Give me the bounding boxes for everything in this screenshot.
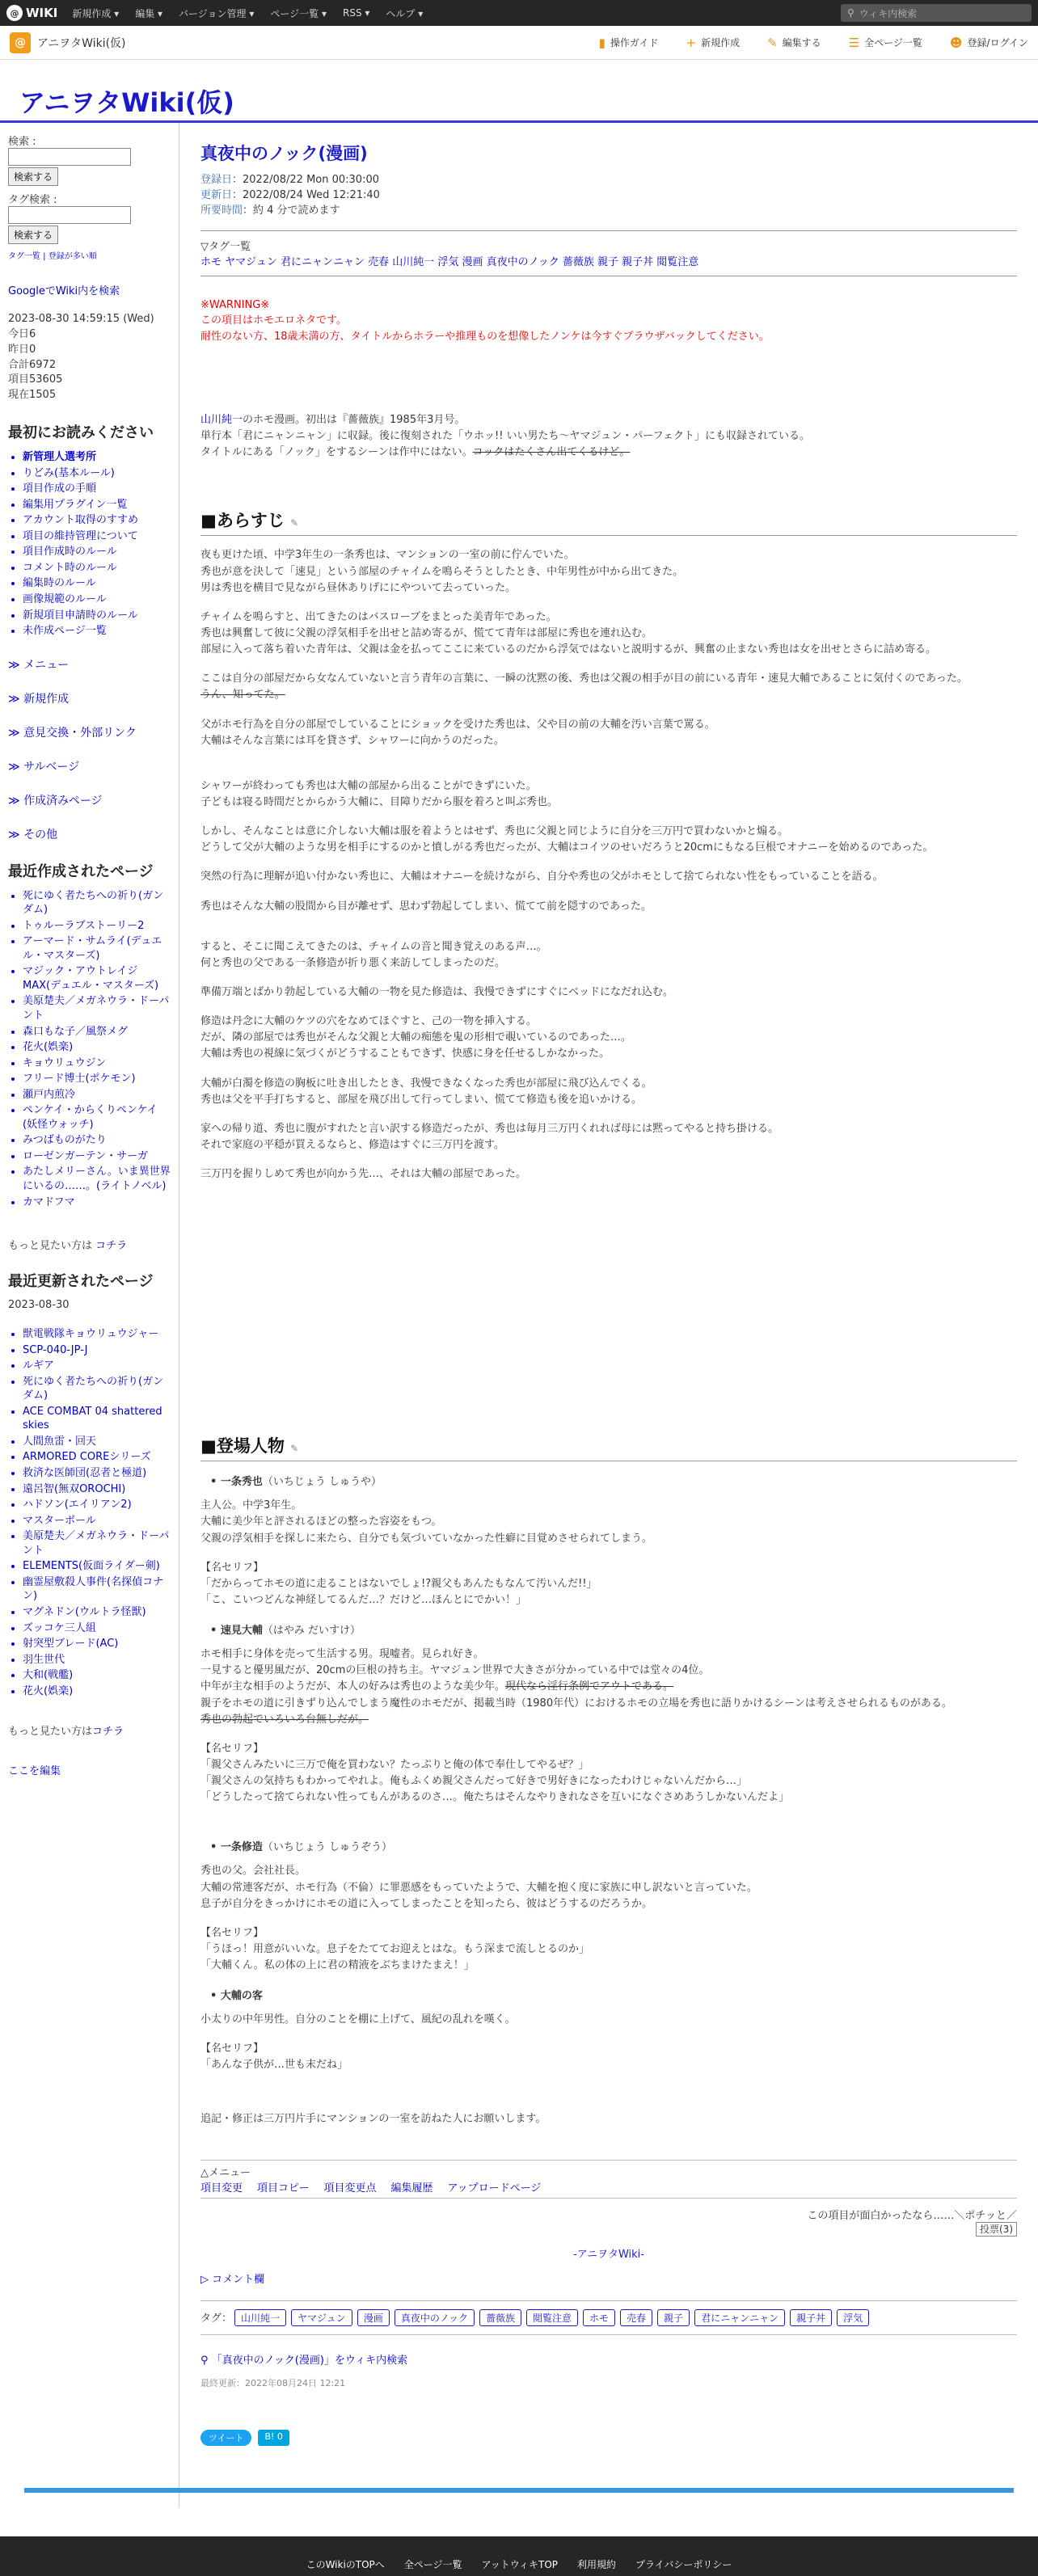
first-read-item[interactable]: • 画像規範のルール	[23, 592, 171, 607]
recent-updated-item[interactable]: • ルギア	[23, 1359, 171, 1373]
recent-created-item[interactable]: • マジック・アウトレイジMAX(デュエル・マスターズ)	[23, 964, 171, 993]
synopsis-line: 修造は丹念に大輔のケツの穴をなめてほぐすと、己の一物を挿入する。	[200, 1015, 537, 1028]
plus-icon: +	[686, 35, 697, 50]
vote-button[interactable]: 投票(3)	[976, 2222, 1017, 2237]
search-icon: ⚲	[847, 7, 854, 19]
first-read-item[interactable]: • 編集用プラグイン一覧	[23, 498, 171, 512]
tag-chip[interactable]: ホモ	[583, 2309, 615, 2326]
registered-value: ：2022/08/22 Mon 00:30:00	[232, 174, 380, 186]
synopsis-line: 秀也が意を決して「速見」という部屋のチャイムを鳴らそうとしたとき、中年男性が中から出てきた。	[200, 565, 684, 578]
quote-heading: 【名セリフ】	[200, 2043, 264, 2055]
footer-divider	[24, 2488, 1014, 2493]
page-title: 真夜中のノック(漫画)	[200, 144, 368, 163]
site-icon: @	[10, 32, 31, 53]
more-label: もっと見たい方は	[8, 1240, 93, 1253]
synopsis-line: チャイムを鳴らすと、出てきたのはバスローブをまとった美青年であった。	[200, 610, 557, 623]
first-read-list	[8, 450, 171, 639]
recent-created-item[interactable]: • 死にゆく者たちへの祈り(ガンダム)	[23, 889, 171, 917]
updated-date: 2023-08-30	[8, 1299, 70, 1312]
all-pages-button[interactable]: ☰ 全ページ一覧	[848, 35, 922, 50]
side-nav-link[interactable]: ≫ 意見交換・外部リンク	[8, 724, 171, 740]
synopsis-line: 秀也は父を平手打ちすると、部屋を飛び出して行ってしまい、慌てて修造も後を追いかける。	[200, 1093, 643, 1106]
recent-created-item[interactable]: • みつばものがたり	[23, 1133, 171, 1148]
recent-updated-list	[8, 1327, 171, 1698]
sidebar	[0, 123, 179, 2507]
tag-chip[interactable]: 閲覧注意	[526, 2309, 578, 2326]
comment-link[interactable]: ▷ コメント欄	[200, 2273, 265, 2286]
recent-created-list	[8, 889, 171, 1209]
recent-created-item[interactable]: • アーマード・サムライ(デュエル・マスターズ)	[23, 934, 171, 963]
recent-updated-item[interactable]: • 大和(戦艦)	[23, 1668, 171, 1683]
tag-chip[interactable]: 真夜中のノック	[395, 2309, 475, 2326]
synopsis-line: 秀也はそんな大輔の股間から目が離せず、思わず勃起してしまい、慌てて前を隠すのであった。	[200, 900, 652, 913]
recent-updated-item[interactable]: • 美原楚夫／メガネウラ・ドーパント	[23, 1529, 171, 1558]
edit-button[interactable]: ✎ 編集する	[767, 35, 821, 50]
quote-heading: 【名セリフ】	[200, 1926, 264, 1939]
recent-updated-item[interactable]: • 救済な医師団(忍者と極道)	[23, 1466, 171, 1481]
closing-text: 追記・修正は三万円片手にマンションの一室を訪ねた人にお願いします。	[200, 2112, 546, 2125]
wiki-title[interactable]: アニヲタWiki(仮)	[19, 87, 234, 118]
reading-label: 所要時間	[200, 204, 243, 217]
tag-search-button[interactable]: 検索する	[8, 226, 58, 244]
quote: 「大輔くん。私の体の上に君の精液をぶちまけたまえ！」	[200, 1959, 475, 1972]
wiki-search-input[interactable]: ⚲ ウィキ内検索	[841, 4, 1032, 22]
recent-created-item[interactable]: • カマドフマ	[23, 1195, 171, 1210]
recent-created-item[interactable]: • キョウリュウジン	[23, 1056, 171, 1071]
menu-help[interactable]: ヘルプ ▾	[386, 7, 424, 19]
character-name: 一条修造	[220, 1841, 263, 1854]
tag-list-link[interactable]: タグ一覧 | 登録が多い順	[8, 252, 97, 261]
quote: 「うほっ！用意がいいな。息子をたててお迎えとはな。もう深まで流しとるのか」	[200, 1942, 590, 1955]
quote: 「だからってホモの道に走ることはないでしょ!?親父もあんたもなんて汚いんだ!!」	[200, 1577, 597, 1590]
registered-label: 登録日	[200, 174, 233, 186]
footer-all-pages[interactable]: 全ページ一覧	[403, 2559, 462, 2570]
synopsis-line: どうして父が大輔のような男を相手にするのかと憤しがる秀也だったが、大輔はコイツのせいだろうと20cmにもなる巨根でオナニーを始めるのであった。	[200, 841, 934, 854]
side-search-input[interactable]	[8, 148, 131, 166]
quote-heading: 【名セリフ】	[200, 1742, 264, 1755]
quote: 「親父さんみたいに三万で俺を買わない？たっぷりと俺の体で奉仕してやるぜ？」	[200, 1758, 589, 1771]
synopsis-line: だが、隣の部屋では秀也がそんな父親と大輔の痴態を鬼の形相で覗いているのであった…。	[200, 1031, 631, 1044]
synopsis-line: 男は秀也を横目で見ながら昼休ありげににやついて去っていった。	[200, 581, 517, 594]
wiki-search-link[interactable]: 「真夜中のノック(漫画)」をウィキ内検索	[211, 2354, 408, 2367]
first-read-heading: 最初にお読みください	[8, 424, 154, 442]
character-strike: 秀也の勃起でいろいろ台無しだが。	[200, 1713, 369, 1726]
first-read-item[interactable]: • 未作成ページ一覧	[23, 624, 171, 639]
synopsis-line: 三万円を握りしめて秀也が向かう先…、それは大輔の部屋であった。	[200, 1168, 526, 1181]
tag-chip[interactable]: 浮気	[837, 2309, 869, 2326]
footer-privacy[interactable]: プライバシーポリシー	[635, 2559, 732, 2570]
quote: 「こ、こいつどんな神経してるんだ…？だけど…ほんとにでかい！」	[200, 1593, 527, 1606]
last-update: 最終更新：2022年08月24日 12:21	[200, 2377, 346, 2388]
synopsis-line: 家への帰り道、秀也に腹がすれたと言い訳する修造だったが、秀也は毎月三万円くれれば母には黙ってやると持ち掛ける。	[200, 1122, 779, 1135]
recent-created-heading: 最近作成されたページ	[8, 862, 154, 880]
menu-item-change[interactable]: 項目変更	[200, 2182, 243, 2194]
menu-item-copy[interactable]: 項目コピー	[257, 2182, 310, 2194]
tag-chip[interactable]: 山川純一	[234, 2309, 286, 2326]
menu-version[interactable]: バージョン管理 ▾	[179, 7, 255, 19]
global-topbar	[0, 0, 1038, 26]
recent-created-item[interactable]: • 瀬戸内煎冷	[23, 1088, 171, 1102]
recent-updated-heading: 最近更新されたページ	[8, 1273, 154, 1291]
character-text: 息子が自分をきっかけにホモの道に入ってしまったことを知ったら、彼はどうするのだろうか。	[200, 1897, 653, 1910]
author-link[interactable]: 山川純一	[200, 414, 243, 427]
side-nav-link[interactable]: ≫ メニュー	[8, 656, 171, 672]
tag-chip[interactable]: 君にニャンニャン	[694, 2309, 785, 2326]
recent-updated-item[interactable]: • ハドソン(エイリアン2)	[23, 1498, 171, 1512]
side-search-button[interactable]: 検索する	[8, 167, 58, 186]
updated-label: 更新日	[200, 188, 233, 201]
recent-updated-item[interactable]: • 花火(娯楽)	[23, 1684, 171, 1699]
footer-top[interactable]: このWikiのTOPへ	[306, 2559, 385, 2570]
recent-created-item[interactable]: • 美原楚夫／メガネウラ・ドーパント	[23, 994, 171, 1022]
synopsis-line: 大輔はそんな言葉には耳を貸さず、シャワーに向かうのだった。	[200, 734, 504, 747]
recent-created-item[interactable]: • あたしメリーさん。いま異世界にいるの……。(ライトノベル)	[23, 1165, 171, 1193]
recent-updated-item[interactable]: • 射突型ブレード(AC)	[23, 1637, 171, 1651]
recent-created-item[interactable]: • フリード博士(ポケモン)	[23, 1072, 171, 1086]
guide-icon: ▮	[598, 35, 606, 50]
menu-edit[interactable]: 編集 ▾	[135, 7, 163, 19]
characters-heading: ■登場人物	[200, 1436, 285, 1457]
tag-search-label: タグ検索 :	[8, 194, 57, 206]
first-read-item[interactable]: • 項目の維持管理について	[23, 529, 171, 544]
character-text: 父親の浮気相手を探しに来たら、自分でも気づいていなかった性癖に目覚めさせられてしまう。	[200, 1532, 653, 1545]
tag-chip[interactable]: 薔薇族	[479, 2309, 521, 2326]
warning-title: ※WARNING※	[200, 298, 270, 311]
menu-item-diff[interactable]: 項目変更点	[323, 2182, 377, 2194]
more-link[interactable]: コチラ	[95, 1240, 128, 1253]
page-menu	[200, 2160, 1017, 2199]
tag-heading: ▽タグ一覧	[200, 240, 251, 253]
search-icon: ⚲	[200, 2354, 209, 2367]
synopsis-line: 大輔は秀也の視線に気づくがどうすることもできず、快感に身を任せるしかなかった。	[200, 1048, 610, 1060]
stat-total: 合計6972	[8, 358, 57, 371]
first-read-item[interactable]: • アカウント取得のすすめ	[23, 513, 171, 528]
intro-text-2: 単行本「君にニャンニャン」に収録。後に復刻された「ウホッ!! いい男たち〜ヤマジュン・パーフェクト」にも収録されている。	[200, 430, 810, 443]
first-read-item[interactable]: • 新規項目申請時のルール	[23, 609, 171, 623]
character-text: 一見すると優男風だが、20cmの巨根の持ち主。ヤマジュン世界で大きさが分かっている中では堂々の4位。	[200, 1664, 710, 1677]
main-content	[179, 123, 1038, 2507]
recent-updated-item[interactable]: • 死にゆく者たちへの祈り(ガンダム)	[23, 1375, 171, 1403]
character-reading: （いちじょう しゅうぞう）	[262, 1841, 392, 1854]
character-strike: 現代なら淫行条例でアウトである。	[505, 1680, 674, 1693]
hatena-button[interactable]: B! 0	[258, 2430, 289, 2446]
tag-row-label: タグ：	[200, 2312, 233, 2325]
tag-chip[interactable]: ヤマジュン	[291, 2309, 352, 2326]
quote: 「どうしたって捨てられない性ってもんがあるのさ…。俺たちはそんなやりきれなさを互いになぐさめあうしかないんだよ」	[200, 1791, 790, 1804]
tag-search-input[interactable]	[8, 206, 131, 224]
edit-section-icon[interactable]: ✎	[290, 517, 299, 529]
more-link-2[interactable]: コチラ	[92, 1726, 124, 1739]
quote-heading: 【名セリフ】	[200, 1561, 264, 1574]
character-text: ホモ相手に身体を売って生活する男。現嘘者。見られ好き。	[200, 1648, 484, 1661]
list-icon: ☰	[848, 35, 860, 50]
tag-chip[interactable]: 売春	[620, 2309, 652, 2326]
stat-yesterday: 昨日0	[8, 343, 36, 356]
first-read-item[interactable]: • 項目作成時のルール	[23, 545, 171, 559]
synopsis-line: しかし、そんなことは意に介しない大輔は服を着ようとはせず、秀也に父親と同じように自分を三万円で買わないかと煽る。	[200, 825, 788, 838]
recent-updated-item[interactable]: • 幽霊屋敷殺人事件(名探偵コナン)	[23, 1575, 171, 1604]
menu-item-upload[interactable]: アップロードページ	[447, 2182, 542, 2194]
warning-box	[200, 297, 1017, 345]
quote: 「あんな子供が…世も末だね」	[200, 2059, 348, 2072]
menu-rss[interactable]: RSS ▾	[343, 7, 370, 19]
character-text: 秀也の父。会社社長。	[200, 1865, 306, 1878]
synopsis-line: 父がホモ行為を自分の部屋でしていることにショックを受けた秀也は、父や目の前の大輔を汚い言葉で罵る。	[200, 718, 715, 731]
character-text: 小太りの中年男性。自分のことを棚に上げて、風紀の乱れを嘆く。	[200, 2013, 516, 2026]
recent-created-item[interactable]: • 花火(娯楽)	[23, 1040, 171, 1055]
recent-updated-item[interactable]: • SCP-040-JP-J	[23, 1343, 171, 1358]
intro-text-1: のホモ漫画。初出は『薔薇族』1985年3月号。	[243, 414, 466, 427]
synopsis-line: ここは自分の部屋だから女なんていないと言う青年の言葉に、一瞬の沈黙の後、秀也は父親の相手が目の前にいる青年・速見大輔であることに気付くのであった。	[200, 672, 968, 685]
users-icon: ☻	[949, 35, 963, 50]
site-signature: -アニヲタWiki-	[573, 2248, 644, 2261]
reading-value: ：約 4 分で読めます	[243, 204, 340, 217]
recent-updated-item[interactable]: • 遠呂智(無双OROCHI)	[23, 1482, 171, 1497]
character-reading: （はやみ だいすけ）	[262, 1625, 361, 1638]
new-page-button[interactable]: + 新規作成	[686, 35, 741, 50]
recent-updated-item[interactable]: • 羽生世代	[23, 1653, 171, 1667]
recent-updated-item[interactable]: • ズッコケ三人組	[23, 1621, 171, 1636]
recent-updated-item[interactable]: • ELEMENTS(仮面ライダー剣)	[23, 1559, 171, 1574]
synopsis-line: 突然の行為に理解が追い付かない秀也に、大輔はオナニーを続けながら、自分や秀也の父がホモとして捨てられない性をもっていることを語る。	[200, 871, 884, 883]
synopsis-line: 秀也は興奮して彼に父親の浮気相手を出せと詰め寄るが、慌てて青年は部屋に秀也を連れ込む。	[200, 627, 653, 640]
synopsis-line: 大輔が白濁を修造の胸板に吐き出したとき、我慢できなくなった秀也が部屋に飛び込んでくる。	[200, 1077, 652, 1090]
first-read-item[interactable]: • 項目作成の手順	[23, 482, 171, 496]
tweet-button[interactable]: ツイート	[200, 2430, 251, 2446]
character-text: 親子をホモの道に引きずり込んでしまう魔性のホモだが、掲載当時（1980年代）におけるホモの立場を秀也に語りかけるシーンは考えさせられるものがある。	[200, 1697, 952, 1710]
tag-chip[interactable]: 親子	[657, 2309, 690, 2326]
character-text: 中年が主な相手のようだが、本人の好みは秀也のような美少年。	[200, 1680, 506, 1693]
page-meta	[200, 173, 1017, 219]
pencil-icon: ✎	[767, 35, 778, 50]
footer-atwiki-top[interactable]: アットウィキTOP	[481, 2559, 559, 2570]
site-name[interactable]: @ アニヲタWiki(仮)	[10, 32, 126, 53]
login-button[interactable]: ☻ 登録/ログイン	[949, 35, 1028, 50]
first-read-item[interactable]: • コメント時のルール	[23, 561, 171, 575]
character-text: 主人公。中学3年生。	[200, 1499, 302, 1512]
first-read-item[interactable]: • 新管理人選考所	[23, 450, 171, 465]
synopsis-line: 準備万端とばかり勃起している大輔の一物を見た修造は、我慢できずにすぐにベッドになだれ込む。	[200, 985, 674, 998]
tag-line[interactable]: ホモ ヤマジュン 君にニャンニャン 売春 山川純一 浮気 漫画 真夜中のノック 薔薇族 親子 親子丼 閲覧注意	[200, 256, 699, 269]
stats	[8, 312, 171, 403]
stat-items: 項目53605	[8, 373, 63, 386]
synopsis-heading: ■あらすじ	[200, 511, 285, 531]
recent-updated-item[interactable]: • 人間魚雷・回天	[23, 1435, 171, 1449]
site-footer	[0, 2536, 1038, 2576]
recent-created-item[interactable]: • 森口もな子／風祭メグ	[23, 1025, 171, 1039]
warning-line-1: この項目はホモエロネタです。	[200, 314, 347, 327]
logo-icon: @	[6, 5, 23, 21]
side-nav-link[interactable]: ≫ その他	[8, 826, 171, 842]
synopsis-strike: うん、知ってた。	[200, 689, 285, 702]
character-text: 大輔の常連客だが、ホモ行為（不倫）に罪悪感をもっていたようで、大輔を抱く度に家族に申し訳ないと言っていた。	[200, 1881, 757, 1894]
stat-today: 今日6	[8, 327, 36, 340]
first-read-item[interactable]: • りどみ(基本ルール)	[23, 466, 171, 481]
recent-created-item[interactable]: • ローゼンガーテン・サーガ	[23, 1149, 171, 1164]
character-reading: （いちじょう しゅうや）	[262, 1476, 382, 1489]
recent-updated-item[interactable]: • マグネドン(ウルトラ怪獣)	[23, 1605, 171, 1620]
menu-label: △メニュー	[200, 2166, 251, 2179]
stat-now: 現在1505	[8, 389, 57, 402]
quote: 「親父さんの気持ちもわかってやれよ。俺もふくめ親父さんだって好きで男好きになったわけじゃないんだから…」	[200, 1775, 748, 1788]
recent-updated-item[interactable]: • マスターボール	[23, 1514, 171, 1528]
edit-section-icon[interactable]: ✎	[290, 1443, 299, 1455]
google-search-link[interactable]: GoogleでWiki内を検索	[8, 285, 120, 297]
recent-created-item[interactable]: • トゥルーラブストーリー2	[23, 919, 171, 934]
intro-strike: コックはたくさん出てくるけど。	[472, 446, 631, 459]
tag-chip[interactable]: 親子丼	[790, 2309, 832, 2326]
recent-created-item[interactable]: • ペンケイ・からくりペンケイ(妖怪ウォッチ)	[23, 1103, 171, 1132]
pochitto-label: この項目が面白かったなら……＼ポチッと／	[807, 2209, 1017, 2222]
recent-updated-item[interactable]: • ARMORED COREシリーズ	[23, 1450, 171, 1465]
warning-line-2: 耐性のない方、18歳未満の方、タイトルからホラーや推理ものを想像したノンケは今すぐブラウザバックしてください。	[200, 330, 770, 343]
tag-chip[interactable]: 漫画	[357, 2309, 390, 2326]
recent-updated-item[interactable]: • ACE COMBAT 04 shattered skies	[23, 1405, 171, 1433]
updated-value: ：2022/08/24 Wed 12:21:40	[232, 188, 380, 201]
footer-terms[interactable]: 利用規約	[577, 2559, 617, 2570]
stat-date: 2023-08-30 14:59:15 (Wed)	[8, 313, 154, 325]
character-name: 速見大輔	[220, 1625, 263, 1638]
menu-new[interactable]: 新規作成 ▾	[72, 7, 120, 19]
side-nav-link[interactable]: ≫ 作成済みページ	[8, 792, 171, 808]
synopsis-line: 部屋に入って落ち着いた青年は、父親は金を払ってここに来ているのだから浮気ではないと説明するが、興奮の止まない秀也は女を出せとさらに詰め寄る。	[200, 643, 937, 656]
synopsis-line: シャワーが終わっても秀也は大輔の部屋から出ることができずにいた。	[200, 779, 537, 792]
side-nav-link[interactable]: ≫ サルベージ	[8, 758, 171, 774]
synopsis-line: 何と秀也の父である一条修造が折り悪く来訪してしまったのだ。	[200, 956, 506, 969]
synopsis-line: それで家庭の平穏が買えるならと、修造はすぐに三万円を渡す。	[200, 1138, 504, 1151]
wiki-banner	[0, 60, 1038, 123]
site-bar	[0, 26, 1038, 60]
menu-pages[interactable]: ページ一覧 ▾	[270, 7, 327, 19]
character-name: 大輔の客	[220, 1990, 263, 2003]
intro-text-3: タイトルにある「ノック」をするシーンは作中にはない。	[200, 446, 473, 459]
edit-sidebar-link[interactable]: ここを編集	[8, 1765, 61, 1778]
atwiki-logo[interactable]: @ WIKI	[6, 5, 57, 21]
synopsis-line: すると、そこに聞こえてきたのは、チャイムの音と聞き覚えのある声…。	[200, 940, 547, 953]
character-name: 一条秀也	[220, 1476, 263, 1489]
synopsis-line: 子どもは寝る時間だとからかう大輔に、目障りだから服を着ろと叫ぶ秀也。	[200, 796, 559, 808]
menu-item-history[interactable]: 編集履歴	[390, 2182, 433, 2194]
search-label: 検索 :	[8, 136, 36, 148]
side-nav-link[interactable]: ≫ 新規作成	[8, 690, 171, 706]
guide-button[interactable]: ▮ 操作ガイド	[598, 35, 659, 50]
first-read-item[interactable]: • 編集時のルール	[23, 576, 171, 591]
more-label-2: もっと見たい方は	[8, 1726, 93, 1739]
character-text: 大輔に美少年と評されるほどの整った容姿をもつ。	[200, 1516, 442, 1528]
synopsis-line: 夜も更けた頃、中学3年生の一条秀也は、マンションの一室の前に佇んでいた。	[200, 549, 575, 562]
recent-updated-item[interactable]: • 獣電戦隊キョウリュウジャー	[23, 1327, 171, 1342]
